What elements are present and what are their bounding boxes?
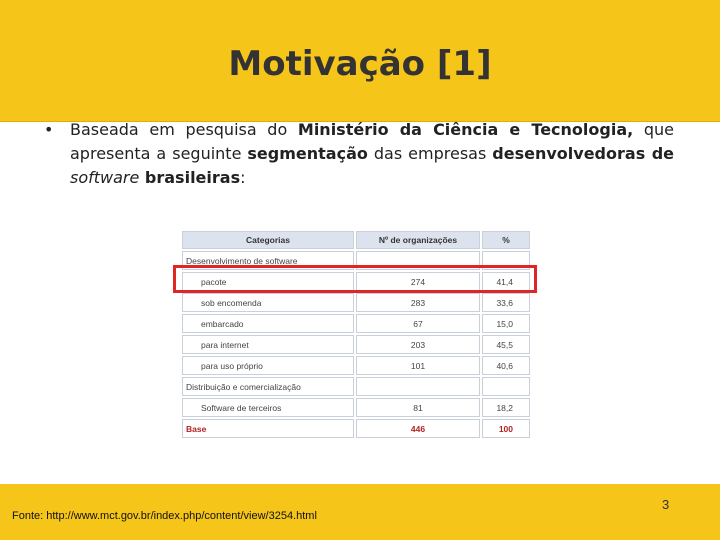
cell-count: 81: [356, 398, 480, 417]
cell-percent: 41,4: [482, 272, 530, 291]
bullet-segment: que apresenta a seguinte: [70, 120, 674, 163]
cell-category: sob encomenda: [182, 293, 354, 312]
bullet-dot-icon: •: [44, 120, 54, 139]
cell-category: embarcado: [182, 314, 354, 333]
header-categorias: Categorias: [182, 231, 354, 249]
slide-title: Motivação [1]: [228, 44, 492, 84]
cell-category: Base: [182, 419, 354, 438]
cell-count: 203: [356, 335, 480, 354]
table-row: [182, 335, 530, 354]
bullet-paragraph: [44, 118, 674, 190]
table-row: [182, 314, 530, 333]
highlight-box: [173, 265, 537, 293]
cell-count: 446: [356, 419, 480, 438]
bullet-segment: brasileiras: [139, 168, 241, 187]
table-row: [182, 419, 530, 438]
cell-count: 283: [356, 293, 480, 312]
cell-category: Software de terceiros: [182, 398, 354, 417]
bullet-segment: Baseada em pesquisa do: [70, 120, 298, 139]
cell-percent: 15,0: [482, 314, 530, 333]
table-header-row: [182, 231, 530, 249]
table-row: [182, 377, 530, 396]
cell-category: pacote: [182, 272, 354, 291]
cell-percent: 100: [482, 419, 530, 438]
bullet-segment: segmentação: [247, 144, 368, 163]
cell-category: Distribuição e comercialização: [182, 377, 354, 396]
bullet-segment: :: [240, 168, 246, 187]
bullet-segment: das empresas: [367, 144, 493, 163]
bullet-segment: desenvolvedoras de: [492, 144, 674, 163]
cell-count: 274: [356, 272, 480, 291]
cell-percent: 33,6: [482, 293, 530, 312]
table-row: [182, 356, 530, 375]
table-row: [182, 398, 530, 417]
cell-percent: 40,6: [482, 356, 530, 375]
table-row: [182, 293, 530, 312]
segmentation-table-image: [180, 229, 532, 434]
cell-count: 67: [356, 314, 480, 333]
cell-percent: 18,2: [482, 398, 530, 417]
header-percent: %: [482, 231, 530, 249]
cell-category: para internet: [182, 335, 354, 354]
source-footnote: Fonte: http://www.mct.gov.br/index.php/content/view/3254.html: [12, 510, 317, 522]
cell-count: [356, 377, 480, 396]
bullet-segment: Ministério da Ciência e Tecnologia,: [297, 120, 634, 139]
cell-percent: 45,5: [482, 335, 530, 354]
bullet-text: [70, 118, 674, 190]
cell-percent: [482, 377, 530, 396]
cell-category: Desenvolvimento de software: [182, 251, 354, 270]
segmentation-table: [180, 229, 532, 440]
page-number: 3: [662, 497, 670, 512]
header-organizacoes: Nº de organizações: [356, 231, 480, 249]
cell-count: 101: [356, 356, 480, 375]
cell-category: para uso próprio: [182, 356, 354, 375]
bullet-segment: software: [70, 168, 140, 187]
